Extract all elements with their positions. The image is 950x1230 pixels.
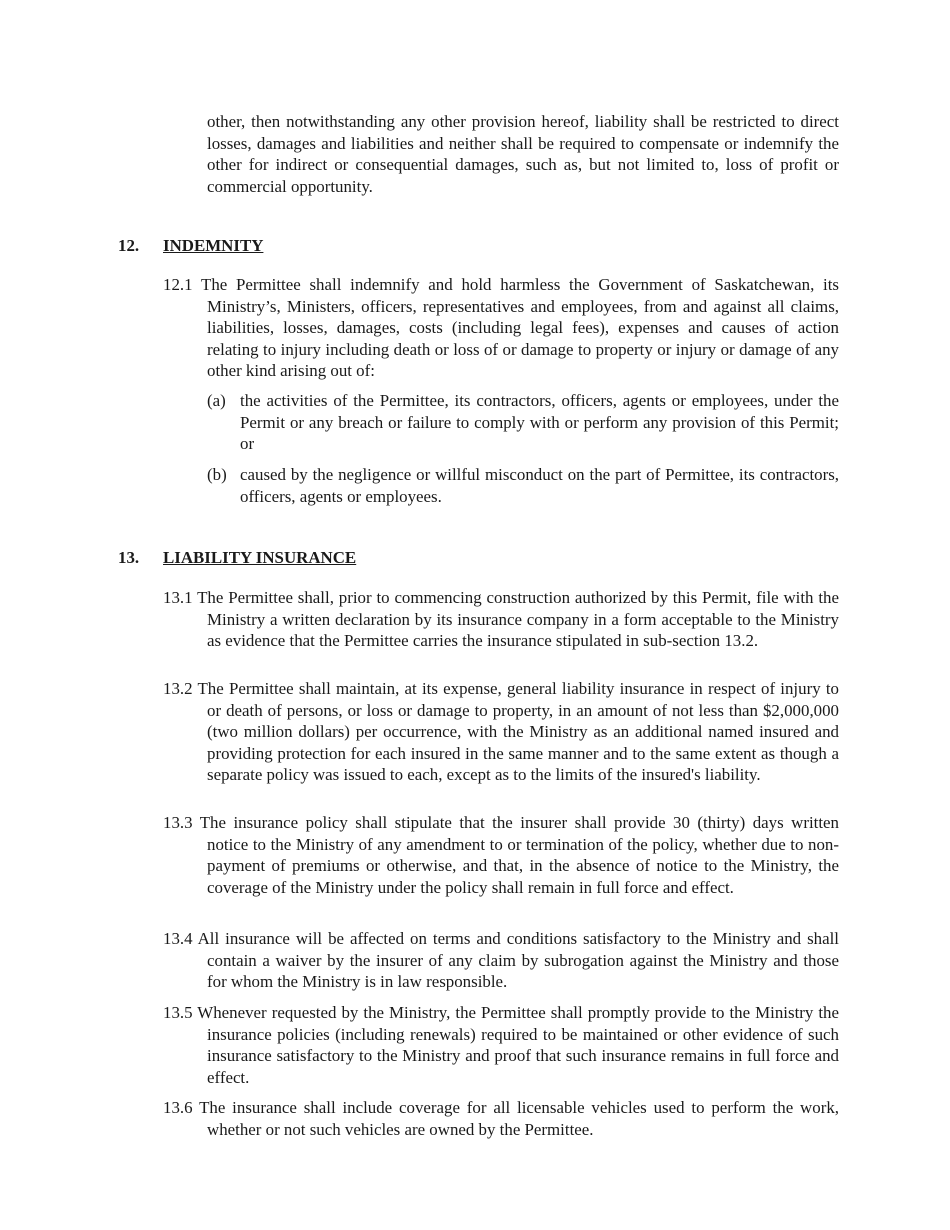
section-12-title: INDEMNITY bbox=[163, 236, 264, 255]
clause-12-1-a bbox=[207, 390, 839, 455]
section-13-title: LIABILITY INSURANCE bbox=[163, 548, 357, 567]
clause-12-1-b bbox=[207, 464, 839, 507]
clause-13-1: 13.1 The Permittee shall, prior to commencing construction authorized by this Permit, file with the Ministry a written declaration by its insurance company in a form acceptable to the Ministry as evidence that the Permittee carries the insurance stipulated in sub-section 13.2. bbox=[163, 588, 839, 651]
clause-13-5: 13.5 Whenever requested by the Ministry, the Permittee shall promptly provide to the Ministry the insurance policies (including renewals) required to be maintained or other evidence of such insurance satisfactory to the Ministry and proof that such insurance remains in full force and effect. bbox=[163, 1003, 839, 1087]
clause-12-1-a-label: (a) bbox=[207, 391, 226, 410]
continuation-paragraph: other, then notwithstanding any other provision hereof, liability shall be restricted to direct losses, damages and liabilities and neither shall be required to compensate or indemnify the other for indirect or consequential damages, such as, but not limited to, loss of profit or commercial opportunity. bbox=[207, 112, 839, 196]
clause-12-1-b-label: (b) bbox=[207, 465, 227, 484]
section-12-number: 12. bbox=[118, 236, 140, 255]
clause-13-2: 13.2 The Permittee shall maintain, at its expense, general liability insurance in respect of injury to or death of persons, or loss or damage to property, in an amount of not less than $2,000,000 (two million dollars) per occurrence, with the Ministry as an additional named insured and providing protection for each insured in the same manner and to the same extent as though a separate policy was issued to each, except as to the limits of the insured's liability. bbox=[163, 679, 839, 785]
clause-12-1-a-text: the activities of the Permittee, its contractors, officers, agents or employees, under the Permit or any breach or failure to comply with or perform any provision of this Permit; or bbox=[240, 391, 839, 454]
clause-12-1: 12.1 The Permittee shall indemnify and hold harmless the Government of Saskatchewan, its Ministry’s, Ministers, officers, representatives and employees, from and against all claims, liabilities, losses, damages, costs (including legal fees), expenses and causes of action relating to injury including death or loss of or damage to property or injury or damage of any other kind arising out of: bbox=[163, 275, 839, 381]
section-13-number: 13. bbox=[118, 548, 140, 567]
clause-13-4: 13.4 All insurance will be affected on terms and conditions satisfactory to the Ministry and shall contain a waiver by the insurer of any claim by subrogation against the Ministry and those for whom the Ministry is in law responsible. bbox=[163, 929, 839, 992]
clause-13-6: 13.6 The insurance shall include coverage for all licensable vehicles used to perform the work, whether or not such vehicles are owned by the Permittee. bbox=[163, 1098, 839, 1139]
clause-13-3: 13.3 The insurance policy shall stipulate that the insurer shall provide 30 (thirty) days written notice to the Ministry of any amendment to or termination of the policy, whether due to non-payment of premiums or otherwise, and that, in the absence of notice to the Ministry, the coverage of the Ministry under the policy shall remain in full force and effect. bbox=[163, 813, 839, 897]
clause-12-1-b-text: caused by the negligence or willful misconduct on the part of Permittee, its contractors, officers, agents or employees. bbox=[240, 465, 839, 506]
